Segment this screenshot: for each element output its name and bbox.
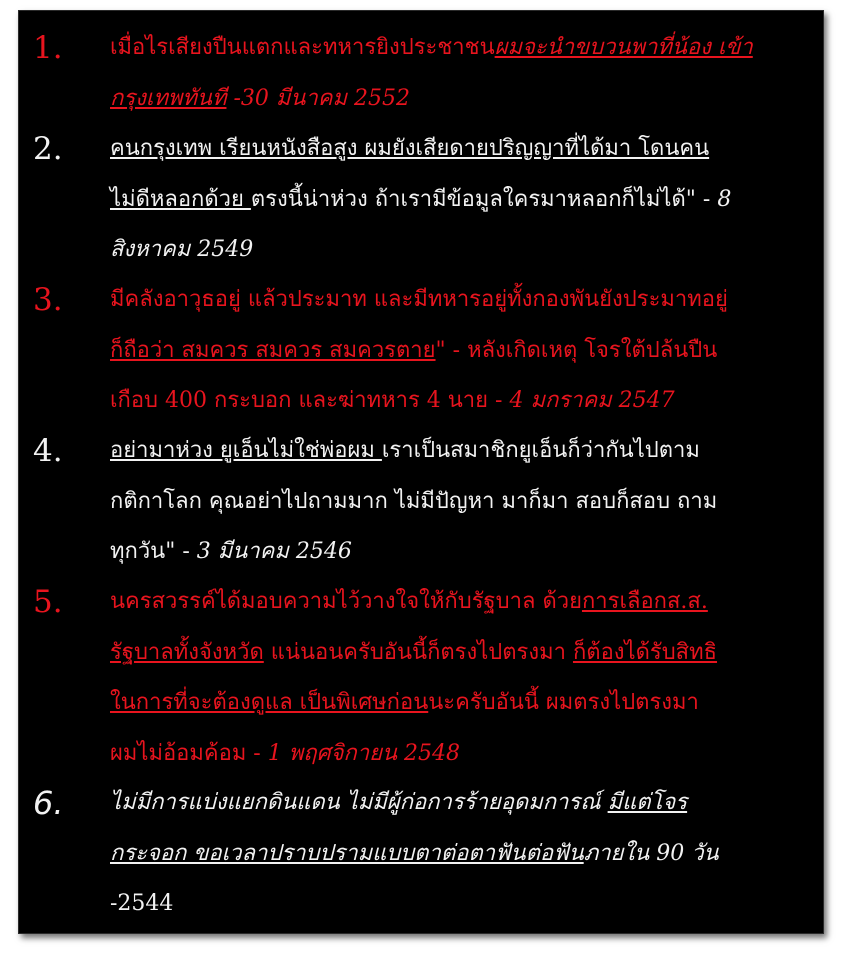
text-line bbox=[110, 376, 810, 427]
text-segment: ผมไม่อ้อมค้อม - bbox=[110, 740, 268, 766]
text-segment: คนกรุงเทพ เรียนหนังสือสูง ผมยังเสียดายปริญญาที่ได้มา โดนคน bbox=[110, 136, 710, 161]
quote-text bbox=[110, 778, 810, 930]
text-line bbox=[110, 628, 810, 679]
item-number: 6. bbox=[33, 784, 64, 822]
text-line bbox=[110, 426, 810, 477]
text-line bbox=[110, 678, 810, 729]
quote-text bbox=[110, 426, 810, 578]
quote-text bbox=[110, 124, 810, 276]
text-segment: ในการที่จะต้องดูแล เป็นพิเศษก่อน bbox=[110, 690, 429, 715]
text-line bbox=[110, 829, 810, 880]
text-line bbox=[110, 778, 810, 829]
text-segment: " - หลังเกิดเหตุ โจรใต้ปล้นปืน bbox=[435, 337, 718, 363]
text-line bbox=[110, 879, 810, 930]
text-segment: กรุงเทพทันที bbox=[110, 85, 227, 111]
text-segment: กติกาโลก คุณอย่าไปถามมาก ไม่มีปัญหา มาก็มา สอบก็สอบ ถาม bbox=[110, 488, 718, 514]
text-line bbox=[110, 74, 810, 125]
text-segment: มีคลังอาวุธอยู่ แล้วประมาท และมีทหารอยู่ทั้งกองพันยังประมาทอยู่ bbox=[110, 287, 728, 312]
text-segment: 3 มีนาคม 2546 bbox=[196, 539, 352, 564]
text-segment: รัฐบาลทั้งจังหวัด bbox=[110, 639, 264, 665]
item-number: 2. bbox=[33, 131, 63, 167]
item-number: 5. bbox=[33, 584, 63, 620]
text-segment: ก็ถือว่า สมควร สมควร สมควรตาย bbox=[110, 337, 436, 363]
text-segment: ตรงนี้น่าห่วง ถ้าเรามีข้อมูลใครมาหลอกก็ไม่ได้" - bbox=[250, 186, 718, 212]
text-line bbox=[110, 225, 810, 276]
text-segment: เราเป็นสมาชิกยูเอ็นก็ว่ากันไปตาม bbox=[381, 438, 700, 463]
text-line bbox=[110, 275, 810, 326]
quote-panel bbox=[18, 10, 824, 934]
text-segment: นะครับอันนี้ ผมตรงไปตรงมา bbox=[428, 690, 699, 715]
text-segment: 4 มกราคม 2547 bbox=[509, 388, 675, 413]
text-line bbox=[110, 175, 810, 226]
text-segment: การเลือกส.ส. bbox=[581, 589, 708, 614]
text-segment: ภายใน 90 วัน bbox=[583, 840, 719, 866]
item-number: 4. bbox=[33, 433, 63, 469]
text-segment: อย่ามาห่วง ยูเอ็นไม่ใช่พ่อผม bbox=[110, 438, 382, 463]
text-line bbox=[110, 124, 810, 175]
text-line bbox=[110, 729, 810, 780]
text-segment: นครสวรรค์ได้มอบความไว้วางใจให้กับรัฐบาล ด้วย bbox=[110, 589, 582, 614]
text-line bbox=[110, 577, 810, 628]
quote-text bbox=[110, 275, 810, 427]
text-segment: ทุกวัน" - bbox=[110, 539, 197, 564]
text-segment: เมื่อไรเสียงปืนแตกและทหารยิงประชาชน bbox=[110, 35, 495, 60]
text-segment: ก็ต้องได้รับสิทธิ bbox=[572, 639, 718, 665]
text-segment: มีแต่โจร bbox=[607, 790, 688, 815]
text-line bbox=[110, 326, 810, 377]
item-number: 3. bbox=[33, 282, 63, 318]
text-line bbox=[110, 23, 810, 74]
text-segment: ไม่มีการแบ่งแยกดินแดน ไม่มีผู้ก่อการร้ายอุดมการณ์ bbox=[110, 790, 608, 815]
text-segment: กระจอก ขอเวลาปราบปรามแบบตาต่อตาฟันต่อฟัน bbox=[110, 840, 584, 866]
text-segment: -30 มีนาคม 2552 bbox=[226, 85, 410, 111]
text-segment: -2544 bbox=[110, 891, 174, 916]
text-segment: แน่นอนครับอันนี้ก็ตรงไปตรงมา bbox=[263, 639, 573, 665]
text-line bbox=[110, 477, 810, 528]
text-segment: สิงหาคม 2549 bbox=[110, 237, 254, 262]
item-number: 1. bbox=[33, 30, 63, 66]
text-segment: 1 พฤศจิกายน 2548 bbox=[267, 740, 461, 766]
text-segment: 8 bbox=[717, 186, 732, 212]
quote-text bbox=[110, 23, 810, 124]
text-segment: ผมจะนำขบวนพาที่น้อง เข้า bbox=[494, 35, 753, 60]
text-segment: เกือบ 400 กระบอก และฆ่าทหาร 4 นาย - bbox=[110, 388, 510, 413]
text-segment: ไม่ดีหลอกด้วย bbox=[110, 186, 251, 212]
text-line bbox=[110, 527, 810, 578]
quote-text bbox=[110, 577, 810, 779]
